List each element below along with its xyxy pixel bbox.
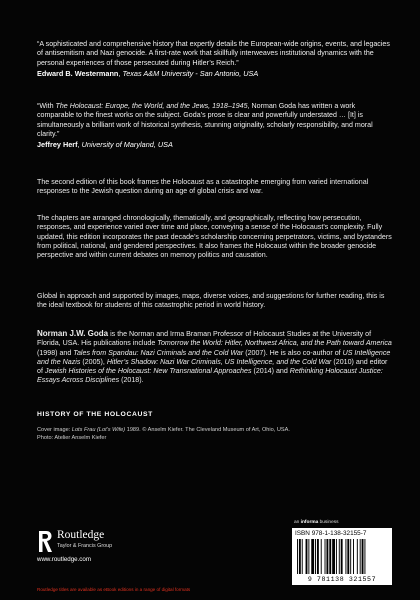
endorsement-2-book-title: The Holocaust: Europe, the World, and the Jews, 1918–1945 bbox=[55, 102, 248, 110]
description-paragraph-3: Global in approach and supported by images, maps, diverse voices, and suggestions for further reading, this is the ideal textbook for students of this catastrophic period in world history. bbox=[37, 292, 385, 310]
endorsement-2-quote-body: , Norman Goda has written a work comparable to the finest works on the subject. Goda’s prose is clear and powerfully understated … [It] is simultaneously a brilliant work of historical synthesis, stunning originality, scholarly responsibility, and moral clarity.” bbox=[37, 102, 373, 138]
informa-brand: informa bbox=[300, 520, 319, 525]
bio-text-5: (2010) and editor of bbox=[37, 357, 388, 376]
endorsement-2-attribution: Jeffrey Herf, University of Maryland, USA bbox=[37, 140, 173, 150]
informa-tagline bbox=[294, 520, 339, 525]
isbn-label: ISBN 978-1-138-32155-7 bbox=[295, 530, 367, 537]
bio-text-6: (2014) and bbox=[251, 367, 290, 376]
cover-image-credit bbox=[37, 427, 307, 442]
publisher-name: Routledge bbox=[57, 529, 105, 541]
bio-text-1: is the Norman and Irma Braman Professor of Holocaust Studies at the University of Florida, USA. His publications include bbox=[37, 330, 372, 348]
bio-text-4: (2005), bbox=[80, 357, 107, 366]
description-paragraph-2: The chapters are arranged chronologically, thematically, and geographically, reflecting how persecution, responses, and experience varied over time and place, conveying a sense of the Holocaust’s complexity. Fully updated, this edition incorporates the past decade’s scholarship concerning perpetrators, victims, and bystanders from political, national, and gendered perspectives. It also frames the Holocaust within the broader genocide perspective and within current debates on memory politics and causation. bbox=[37, 214, 392, 260]
endorsement-2-quote bbox=[37, 102, 392, 139]
endorsement-2-author: Jeffrey Herf bbox=[37, 140, 78, 150]
bio-book-3: US Intelligence and the Nazis bbox=[37, 348, 391, 366]
barcode-digits: 9 781138 321557 bbox=[307, 576, 377, 583]
endorsement-2 bbox=[37, 102, 392, 150]
endorsement-1-author: Edward B. Westermann bbox=[37, 68, 119, 78]
endorsement-1-affiliation: Texas A&M University - San Antonio, USA bbox=[122, 68, 259, 78]
author-bio bbox=[37, 329, 392, 386]
cover-credit-label: Cover image: bbox=[37, 427, 72, 433]
bio-book-6: Rethinking Holocaust Justice: Essays Across Disciplines bbox=[37, 367, 383, 385]
isbn-barcode-block bbox=[292, 528, 392, 585]
series-title: HISTORY OF THE HOLOCAUST bbox=[37, 411, 153, 418]
endorsement-1-attribution: Edward B. Westermann, Texas A&M University - San Antonio, USA bbox=[37, 68, 259, 78]
endorsement-1-quote: “A sophisticated and comprehensive history that expertly details the European-wide origins, events, and legacies of antisemitism and Nazi genocide. A first-rate work that skillfully interweaves institutional dynamics with the personal experiences of those persecuted during Hitler’s Reich.” bbox=[37, 40, 390, 67]
ebook-footnote: Routledge titles are available as eBook editions in a range of digital formats bbox=[37, 587, 191, 592]
informa-pre: an bbox=[294, 520, 301, 525]
endorsement-1 bbox=[37, 40, 392, 78]
endorsement-2-quote-open: “With bbox=[37, 102, 56, 110]
publisher-logo bbox=[37, 525, 147, 565]
bio-book-2: Tales from Spandau: Nazi Criminals and the Cold War bbox=[73, 348, 244, 357]
description-paragraph-1: The second edition of this book frames the Holocaust as a catastrophe emerging from varied international responses to the Jewish question during an age of global crisis and war. bbox=[37, 178, 369, 196]
bio-book-5: Jewish Histories of the Holocaust: New Transnational Approaches bbox=[44, 367, 252, 376]
bio-book-1: Tomorrow the World: Hitler, Northwest Africa, and the Path toward America bbox=[157, 339, 392, 348]
endorsement-2-affiliation: University of Maryland, USA bbox=[81, 140, 173, 150]
publisher-url[interactable]: www.routledge.com bbox=[37, 556, 91, 563]
bio-text-2: (1998) and bbox=[37, 348, 74, 357]
bio-text-3: (2007). He is also co-author of bbox=[243, 348, 343, 357]
informa-post: business bbox=[318, 520, 339, 525]
bio-text-7: (2018). bbox=[119, 376, 144, 385]
cover-credit-work: Lots Frau (Lot’s Wife) bbox=[71, 427, 126, 433]
barcode-icon bbox=[295, 539, 389, 577]
publisher-group: Taylor & Francis Group bbox=[57, 543, 113, 549]
bio-book-4: Hitler’s Shadow: Nazi War Criminals, US Intelligence, and the Cold War bbox=[106, 357, 332, 366]
author-name: Norman J.W. Goda bbox=[37, 329, 109, 338]
cover-credit-details: 1989. © Anselm Kiefer. The Cleveland Museum of Art, Ohio, USA. Photo: Atelier Anselm Kiefer bbox=[37, 427, 290, 441]
routledge-r-mark-icon bbox=[37, 528, 53, 554]
